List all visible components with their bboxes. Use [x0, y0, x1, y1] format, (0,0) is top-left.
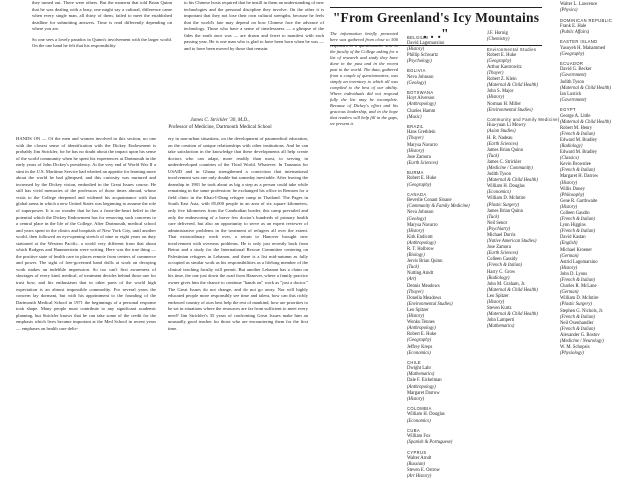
entry-name: Hans Grethlein: [407, 130, 436, 136]
name-entry: [487, 65, 555, 77]
intro-box: [330, 31, 398, 127]
name-entry: [487, 209, 555, 221]
entry-affiliation: (Economics): [407, 350, 431, 356]
country-heading: CUBA: [407, 428, 420, 434]
entry-affiliation: (Geology): [407, 80, 427, 86]
entry-affiliation: (Maternal & Child Health): [560, 85, 611, 91]
entry-name: Environmental Studies: [487, 46, 537, 52]
name-entry: [560, 2, 628, 14]
name-entry: [487, 221, 555, 233]
name-entry: [560, 24, 628, 36]
name-entry: [560, 248, 628, 260]
entry-affiliation: (French & Italian): [560, 131, 595, 137]
name-entry: [487, 270, 555, 282]
entry-affiliation: (History): [407, 228, 425, 234]
entry-name: David Kastan: [560, 235, 586, 241]
entry-affiliation: (Anthropology): [407, 384, 436, 390]
entry-affiliation: (Mathematics): [407, 372, 435, 378]
name-entry: [407, 412, 475, 424]
entry-name: Community and Family Medicine): [487, 117, 560, 123]
name-entry: [487, 294, 555, 306]
entry-name: Neil Senor: [487, 220, 508, 226]
entry-affiliation: (History): [487, 95, 505, 101]
entry-affiliation: (Government): [560, 97, 587, 103]
country-heading: BOLIVIA: [407, 68, 426, 74]
entry-affiliation: (History): [407, 148, 425, 154]
entry-name: Judith Tyson: [487, 172, 511, 178]
article-col1-text: HANDS ON — Of the men and women involved in this section, no one with the closest sense of identification with the Dickey Endowment is probably Jim Strickler, for he has no doubt about the impact upon his sense of the world community when he spent his experiences at Dartmouth in the early years of John Dickey's presidency. At the very end of World War II a stint in the U.S. Maritime Service had whetted an appetite for learning more about the world he had glimpsed, and this curiosity was nurtured and increased by the Dickey vision, embodied in the Great Issues course. He still has vivid memories of the professors of those times abroad, whose visits to the College deepened and widened his acquaintance with that global arena in which a new United States was beginning to assume the role of superpower. It is no wonder that he has a front-the-heart belief in the potential which the Dickey Endowment has for removing such concerns to a central place in the life of the College. After Dartmouth, medical school and years spent in the clinics and hospitals of New York City, until another world, then followed an eye-opening stretch of nine or eight years on duty stationed at the Western Pacific, a world very different from that about which Rodgers and Hammerstein were writing. Here was the true thing — the positive state of health care in places remote from centers of commerce and power. The sight of free-governed band drills at work on decaying work makes an indelible impression. So too can't first awareness of shortages of every kind, medical, of treatment decides behind those one for trust how, and his enthusiasm that in other parts of the world high expectation is an almost impossible commodity. For several years the concern lay dormant, but with his appointment to the founding of the Dartmouth Medical School in 1971 the beginnings of a personal response took shape. Many people must contribute to any significant academic planning, but Strickler knows that he can take some of the credit for the emphasis which lives became important at the Med School in recent years — emphases on health care deliv-: [16, 136, 156, 331]
name-entry: [487, 318, 555, 330]
entry-affiliation: (Geography): [487, 58, 512, 64]
entry-name: Marysa Navarro: [407, 222, 438, 228]
name-entry: [407, 75, 475, 87]
entry-affiliation: (Physiology): [560, 351, 584, 357]
name-entry: [560, 235, 628, 247]
name-entry: [487, 102, 555, 114]
left-page-top-text: [16, 0, 324, 96]
name-entry: [407, 284, 475, 296]
entry-name: Lynn Higgins: [560, 223, 586, 229]
list-column-2: [407, 31, 475, 480]
entry-affiliation: (Thayer): [487, 71, 504, 77]
entry-affiliation: (Tuck): [487, 214, 499, 220]
entry-affiliation: (Medicine / Community): [487, 165, 533, 171]
entry-name: Kirk Endicott: [407, 234, 433, 240]
entry-name: EASTER ISLAND: [560, 39, 598, 45]
entry-name: Robert Z. Klein: [487, 77, 517, 83]
entry-name: Robert E. Huke: [487, 52, 517, 58]
entry-affiliation: (Spanish & Portuguese): [407, 440, 453, 446]
entry-name: Robert M. Henry: [560, 125, 593, 131]
entry-name: Steven E. Ostrow: [407, 468, 440, 474]
entry-affiliation: (History): [560, 180, 578, 186]
entry-affiliation: (Earth Sciences): [487, 141, 519, 147]
entry-name: John S. Major: [487, 89, 514, 95]
entry-affiliation: (Philosophy): [560, 192, 585, 198]
entry-affiliation: (English): [560, 241, 578, 247]
entry-name: Kevin Brownlee: [560, 162, 591, 168]
entry-affiliation: (Maternal & Child Health): [487, 83, 538, 89]
entry-name: Margaret Darrow: [407, 390, 440, 396]
entry-affiliation: (History): [560, 265, 578, 271]
entry-affiliation: (Art History): [407, 474, 432, 480]
name-entry: [487, 123, 555, 135]
entry-affiliation: (Geology): [407, 216, 427, 222]
entry-name: Donella Meadows: [407, 295, 442, 301]
name-entry: [560, 138, 628, 150]
name-entry: [487, 53, 555, 65]
entry-affiliation: (German): [560, 253, 579, 259]
entry-name: David G. Becker: [560, 67, 592, 73]
name-entry: [407, 296, 475, 308]
entry-name: Robert E. Huke: [407, 176, 437, 182]
entry-affiliation: (History): [407, 46, 425, 52]
left-column-2-top: [184, 0, 324, 52]
entry-affiliation: (Psychology): [407, 58, 432, 64]
entry-affiliation: (Public Affairs): [560, 29, 590, 35]
name-entry: [407, 198, 475, 210]
entry-name: H. R. Nadeau: [487, 135, 513, 141]
entry-affiliation: (History): [560, 204, 578, 210]
entry-affiliation: (Thayer): [407, 136, 424, 142]
name-entry: [407, 96, 475, 108]
entry-affiliation: (Maternal & Child Health): [487, 312, 538, 318]
name-entry: [407, 235, 475, 247]
entry-affiliation: (Tuck): [407, 265, 419, 271]
name-entry: [407, 332, 475, 344]
byline-title: Professor of Medicine, Dartmouth Medical School: [168, 124, 272, 130]
entry-affiliation: (German): [560, 290, 579, 296]
entry-affiliation: (Anthropology): [407, 326, 436, 332]
entry-name: Neil Oxenhandler: [560, 320, 594, 326]
name-entry: [407, 345, 475, 357]
article-column-2: [168, 136, 308, 332]
entry-affiliation: (Thayer): [407, 289, 424, 295]
country-heading: BURMA: [407, 170, 424, 176]
name-entry: [560, 67, 628, 79]
name-entry: [560, 150, 628, 162]
entry-name: William D. McIntire: [560, 296, 599, 302]
entry-name: Jose Zamora: [407, 154, 431, 160]
entry-name: Jervis Brian Quinn: [407, 259, 443, 265]
entry-name: Marysa Navarro: [407, 142, 438, 148]
entry-name: Alexander G. Rostov: [560, 332, 600, 338]
name-entry: [487, 282, 555, 294]
entry-name: EGYPT: [560, 107, 576, 113]
entry-name: Willis Doney: [560, 186, 585, 192]
name-entry: [560, 92, 628, 104]
entry-affiliation: (French & Italian): [560, 229, 595, 235]
name-entry: [407, 308, 475, 320]
entry-affiliation: (Anthropology): [407, 102, 436, 108]
entry-name: W. M. Schopsis: [560, 345, 590, 351]
entry-name: R. T. Holbrow: [407, 247, 434, 252]
name-entry: [560, 80, 628, 92]
name-entry: [407, 210, 475, 222]
entry-affiliation: (Environmental Studies): [487, 107, 533, 113]
name-entry: [407, 176, 475, 188]
entry-affiliation: (Geography): [560, 51, 585, 57]
entry-affiliation: (Government): [560, 73, 587, 79]
country-heading: BELGIUM: [407, 34, 429, 40]
name-entry: [407, 468, 475, 480]
name-entry: [487, 160, 555, 172]
name-entry: [560, 174, 628, 186]
list-column-3: [487, 31, 560, 331]
entry-name: Stephen G. Nichols, Jr.: [560, 308, 604, 314]
right-page-title-text: "From Greenland's Icy Mountains . . .": [332, 10, 540, 41]
name-entry: [407, 320, 475, 332]
entry-name: Charles Hamm: [407, 108, 436, 114]
entry-affiliation: (Anthropology): [407, 240, 436, 246]
entry-name: Yasuyeh H. Mahammed: [560, 45, 606, 51]
entry-name: Jose Zamora: [487, 245, 511, 251]
name-entry: [407, 378, 475, 390]
entry-name: Colleen Gaudin: [560, 211, 590, 216]
entry-affiliation: (Biology): [407, 253, 425, 259]
entry-affiliation: (Mathematics): [487, 324, 515, 330]
entry-affiliation: (Native American Studies): [487, 239, 537, 245]
entry-affiliation: (Maternal & Child Health): [487, 178, 538, 184]
name-entry: [487, 233, 555, 245]
entry-affiliation: (Plastic Surgery): [560, 302, 592, 308]
name-entry: [560, 126, 628, 138]
entry-name: William H. Douglas: [487, 184, 525, 190]
entry-name: William H. Douglas: [407, 412, 445, 418]
article-column-1: [16, 136, 156, 332]
name-entry: [560, 46, 628, 58]
name-entry: [487, 136, 555, 148]
entry-name: Walter Arndt: [407, 456, 432, 461]
name-entry: [560, 333, 628, 345]
name-entry: [560, 321, 628, 333]
country-heading: CHILE: [407, 360, 422, 366]
entry-affiliation: (Art): [407, 277, 417, 283]
entry-affiliation: (French & Italian): [560, 217, 595, 223]
entry-name: Dennis Meadows: [407, 283, 440, 289]
entry-name: Ian Lustick: [560, 91, 582, 97]
name-entry: [487, 172, 555, 184]
name-entry: [560, 296, 628, 308]
left-col2-para-1: to his Chinese hosts required that he instill in them an understanding of new technologies and the personal discipline they involve. On the other it is important that they not lose their own cultural strengths, because he feels that the world's fate may depend on how Chinese face the advance of technology. Those who have a sense of timelessness — a glimpse of the fides the earth once was — are drawn and ferret to manifest with each passing year. He is one man who is glad to have been born when he was — and to have been moved by those that remain.: [184, 0, 324, 51]
name-entry: [407, 143, 475, 155]
name-entry: [487, 184, 555, 196]
entry-affiliation: (Russian): [407, 462, 425, 468]
name-entry: [407, 366, 475, 378]
entry-affiliation: (Asian Studies): [487, 129, 516, 135]
entry-affiliation: (Tuck): [487, 153, 499, 159]
entry-name: J.F. Hornig: [487, 31, 508, 36]
name-entry: [487, 89, 555, 101]
entry-affiliation: (Economics): [487, 190, 511, 196]
name-entry: [560, 162, 628, 174]
name-entry: [487, 77, 555, 89]
entry-affiliation: (Maternal & Child Health): [487, 287, 538, 293]
entry-affiliation: (French & Italian): [560, 168, 595, 174]
intro-text: The information briefly presented here was gathered from close to 500 responses to a questionnaire sent to the faculty of the College asking for a list of research and study they have done in the past and in the recent past in the world. The data, gathered from a couple of questionnaires, was simply an inventory to which all was compiled to the best of our ability. Where individuals did not respond fully the list may be incomplete. Because of Dickey's effort and his gracious leadership, and in the hope that readers will help fill in the gaps, we present it.: [330, 31, 398, 126]
entry-affiliation: (Earth Sciences): [407, 160, 439, 166]
entry-affiliation: (Environmental Studies): [407, 301, 453, 307]
entry-affiliation: (Earth Sciences): [487, 251, 519, 257]
name-entry: [487, 306, 555, 318]
name-entry: [560, 260, 628, 272]
entry-affiliation: (Classics): [560, 156, 579, 162]
name-entry: [560, 211, 628, 223]
name-entry: [407, 155, 475, 167]
country-heading: CANADA: [407, 192, 427, 198]
entry-affiliation: (History): [407, 396, 425, 402]
name-entry: [487, 257, 555, 269]
entry-name: Gene R. Garthwaite: [560, 198, 598, 204]
page-gutter: [316, 0, 318, 420]
entry-affiliation: (Geography): [407, 182, 432, 188]
entry-name: Walter L. Lawrence: [560, 2, 598, 7]
name-entry: [560, 345, 628, 357]
country-heading: COLOMBIA: [407, 406, 432, 412]
country-heading: BOTSWANA: [407, 90, 434, 96]
entry-name: Robert E. Huke: [407, 332, 437, 338]
name-entry: [407, 223, 475, 235]
entry-name: Beverlie Conant Sloane: [407, 198, 452, 204]
entry-name: Leo Spitzer: [487, 293, 509, 299]
entry-name: Neva Johnson: [407, 210, 434, 216]
entry-name: James Brian Quinn: [487, 208, 523, 214]
name-entry: [487, 245, 555, 257]
name-entry: [487, 148, 555, 160]
name-entry: [407, 130, 475, 142]
entry-name: Michael Dorris: [487, 233, 516, 238]
entry-name: John D. Lyons: [560, 271, 588, 277]
entry-affiliation: (French & Italian): [487, 263, 522, 269]
entry-name: Jeffrey Kreps: [407, 344, 433, 350]
entry-name: Harry C. Grow: [487, 269, 516, 275]
name-entry: [487, 196, 555, 208]
list-column-4: [560, 2, 628, 357]
entry-name: James Brian Quinn: [487, 147, 523, 153]
entry-affiliation: (Physics): [560, 8, 578, 14]
entry-name: Margaret H. Darrow: [560, 174, 599, 180]
name-entry: [407, 41, 475, 53]
entry-affiliation: (Music): [407, 114, 422, 120]
name-entry: [407, 271, 475, 283]
entry-name: Astrid Lagomarsino: [560, 259, 598, 265]
country-heading: CYPRUS: [407, 449, 427, 455]
name-entry: [487, 31, 555, 43]
entry-name: Hoyt Alverson: [407, 96, 435, 102]
entry-affiliation: (French & Italian): [560, 314, 595, 320]
entry-name: Dwight Lahr: [407, 366, 432, 372]
entry-name: Arthur Kantrowitz: [487, 64, 522, 70]
entry-affiliation: (Chemistry): [487, 37, 510, 43]
entry-affiliation: (Plastic Surgery): [487, 202, 519, 208]
entry-name: William Fox: [407, 434, 431, 440]
entry-name: James C. Strickler: [487, 159, 522, 165]
article-col2-text: ery in non-urban situations, on the development of paramedical education, on the creation of unique relationships with other institutions. And he can take satisfaction in the knowledge that these developments all help create doctors who can adapt, more readily than most, to serving in underdeveloped countries of the Third World. Whatever. In Tanzania for USAID and in Ghana strengthened a conviction that international involvement was one only double but someday inevitable. After leaving the deanship in 1981 he took about as big a step as a person could take while remaining in the same profession: he exchanged his office in Remsen for a field clinic in the Khao-I-Dang refugee camp in Thailand. The Pages in South East Asia, with 85,000 people in an area of six square kilometers, only five kilometers from the Cambodian border, this camp prevailed and only the endeavoring of a brave few doctor's hundreds of primary health care delivered, but also an opportunity to serve as an expert reviewer of administrative problems in the treatment of refugees all over the extent. That extraordinary work over, a return to Hanover brought new involvement with overseas problems. He is only just recently back from Beirut and a study for the International Rescue Committee centering on Palestinian refugees in Lebanon, and there is a list mid-autumn as fully occupied as similar work as his responsibilities as a lifelong member of the clinical teaching faculty will permit. But another Lebanon has a claim on his time, the one just down the road from Hanover, where a family practice owner gives him the chance to continue "hands on" work as "just a doctor." The Great Issues do not change, and do not go away. Nor will highly educated people more responsibly see time and talent, how can this richly endowed country of ours best help the rest of mankind, how are priorities to be set in situations where the resources are far from sufficient to meet every need? Jim Strickler's 35 years of confronting Great Issues make him an unusually good teacher for those who are encountering them for the first time.: [168, 136, 308, 331]
entry-affiliation: (Radiology): [487, 275, 510, 281]
entry-name: Dale F. Eickelman: [407, 378, 442, 384]
entry-name: Leo Spitzer: [407, 307, 429, 313]
left-column-1-top: [32, 0, 172, 50]
byline-name: James C. Strickler '30, M.D.,: [190, 117, 250, 123]
entry-name: Nutting Arndt: [407, 271, 434, 277]
name-entry: [560, 272, 628, 284]
left-page-article: [16, 136, 308, 420]
entry-name: Wonku Tennes: [407, 320, 435, 326]
entry-name: Steven Kurtz: [487, 306, 512, 312]
entry-affiliation: (History): [407, 314, 425, 320]
name-entry: [407, 456, 475, 468]
entry-affiliation: (Medicine / Neurology): [560, 338, 604, 344]
entry-name: Edward M. Bradley: [560, 137, 598, 143]
title-rule-top: [330, 7, 542, 8]
entry-name: Charles R. McLane: [560, 284, 597, 290]
name-entry: [407, 391, 475, 403]
name-entry: [560, 309, 628, 321]
entry-name: ECUADOR: [560, 61, 584, 67]
name-entry: [560, 187, 628, 199]
entry-name: Frank E. Hale: [560, 23, 587, 29]
entry-name: Michael Kroener: [560, 247, 592, 253]
entry-affiliation: (Community & Family Medicine): [407, 204, 470, 210]
entry-name: Edward M. Bradley: [560, 150, 598, 156]
entry-affiliation: (Economics): [407, 418, 431, 424]
name-entry: [407, 109, 475, 121]
entry-name: George A. Little: [560, 113, 591, 119]
name-entry: [407, 434, 475, 446]
entry-name: David Lagomarsino: [407, 40, 445, 46]
name-entry: [407, 53, 475, 65]
name-entry: [560, 284, 628, 296]
byline: [130, 117, 310, 131]
country-heading: BRAZIL: [407, 124, 424, 130]
entry-name: John Lamperti: [487, 318, 515, 324]
entry-name: John M. Graham, Jr.: [487, 281, 526, 287]
entry-affiliation: (Maternal & Child Health): [560, 119, 611, 125]
entry-name: Norman H. Miller: [487, 101, 521, 107]
left-col1-para-1: they turned out. There were others. But the moment that told Brian Quinn that he was dealing with a busy, one might say a cultural, difference came when every single man, all thirty of them, failed to meet the established deadline for submitting answers. Time is read differently depending on where you are.: [32, 0, 172, 32]
name-entry: [560, 223, 628, 235]
entry-name: Colleen Cassidy: [487, 257, 518, 263]
name-entry: [560, 199, 628, 211]
entry-affiliation: (French & Italian): [560, 278, 595, 284]
entry-name: Phillip Schwartz: [407, 52, 439, 58]
entry-affiliation: (History): [487, 300, 505, 306]
left-col1-para-2: So one sees a lovely paradox in Quinn's involvement with the larger world. On the one hand he felt that his responsibility: [32, 36, 172, 49]
entry-name: Neva Johnson: [407, 74, 434, 80]
entry-name: DOMINICAN REPUBLIC: [560, 17, 613, 23]
entry-affiliation: (Psychiatry): [487, 226, 511, 232]
entry-affiliation: (French & Italian): [560, 326, 595, 332]
name-entry: [407, 247, 475, 259]
name-entry: [407, 259, 475, 271]
entry-name: Hua-yuan Li Mowry: [487, 123, 526, 129]
entry-name: Judith Tyson: [560, 79, 584, 85]
entry-name: William D. McIntire: [487, 196, 526, 202]
entry-affiliation: (Geography): [407, 338, 432, 344]
entry-affiliation: (Radiology): [560, 143, 583, 149]
name-entry: [560, 114, 628, 126]
